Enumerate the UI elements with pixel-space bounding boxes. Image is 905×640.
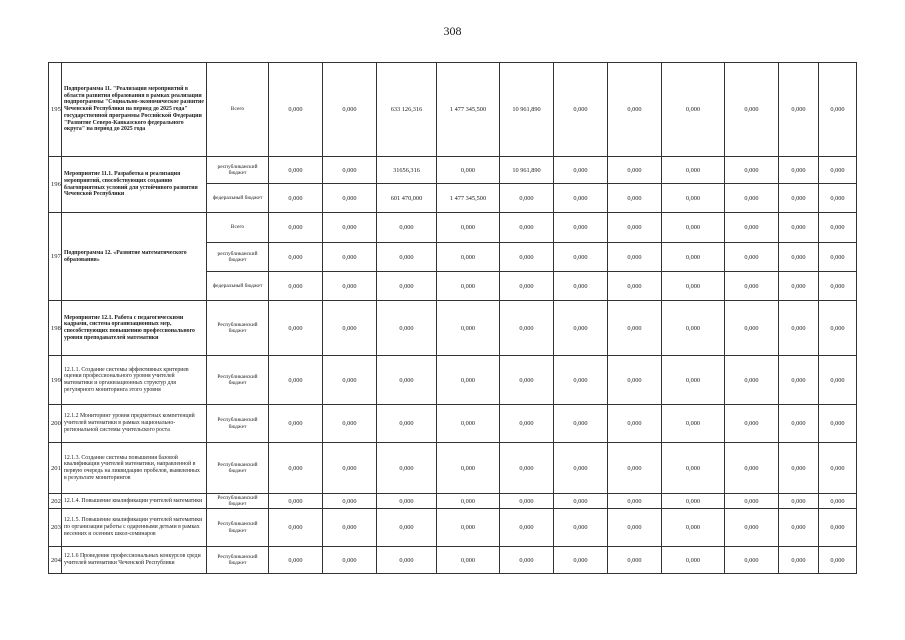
amount-cell: 0,000 <box>269 443 323 494</box>
amount-cell: 0,000 <box>725 63 779 157</box>
amount-cell: 0,000 <box>437 443 500 494</box>
amount-cell: 0,000 <box>377 405 437 443</box>
table-row <box>49 405 857 443</box>
amount-cell: 0,000 <box>500 184 554 213</box>
amount-cell: 0,000 <box>323 243 377 272</box>
amount-cell: 0,000 <box>662 63 725 157</box>
amount-cell: 0,000 <box>437 213 500 243</box>
amount-cell: 0,000 <box>554 63 608 157</box>
amount-cell: 0,000 <box>437 272 500 301</box>
row-number: 198 <box>49 301 62 356</box>
amount-cell: 0,000 <box>323 213 377 243</box>
amount-cell: 0,000 <box>437 157 500 184</box>
amount-cell: 0,000 <box>500 405 554 443</box>
row-number: 204 <box>49 547 62 574</box>
funding-source: федеральный бюджет <box>207 272 269 301</box>
amount-cell: 0,000 <box>608 443 662 494</box>
amount-cell: 0,000 <box>662 443 725 494</box>
amount-cell: 0,000 <box>662 213 725 243</box>
amount-cell: 0,000 <box>819 547 857 574</box>
activity-name: 12.1.6 Проведение профессиональных конкурсов среди учителей математики Чеченской Республики <box>62 547 207 574</box>
amount-cell: 0,000 <box>779 213 819 243</box>
table-row <box>49 301 857 356</box>
amount-cell: 0,000 <box>269 494 323 509</box>
amount-cell: 0,000 <box>608 272 662 301</box>
amount-cell: 0,000 <box>554 184 608 213</box>
activity-name: Мероприятие 11.1. Разработка и реализация мероприятий, способствующих созданию благоприятных условий для устойчивого развития Чеченской Республики <box>62 157 207 213</box>
amount-cell: 0,000 <box>779 509 819 547</box>
amount-cell: 0,000 <box>269 157 323 184</box>
amount-cell: 0,000 <box>323 272 377 301</box>
row-number: 200 <box>49 405 62 443</box>
amount-cell: 0,000 <box>377 547 437 574</box>
row-number: 199 <box>49 356 62 405</box>
amount-cell: 0,000 <box>725 157 779 184</box>
amount-cell: 0,000 <box>500 547 554 574</box>
amount-cell: 0,000 <box>779 184 819 213</box>
amount-cell: 0,000 <box>608 405 662 443</box>
amount-cell: 0,000 <box>662 184 725 213</box>
amount-cell: 0,000 <box>323 405 377 443</box>
amount-cell: 0,000 <box>554 301 608 356</box>
amount-cell: 0,000 <box>269 63 323 157</box>
amount-cell: 0,000 <box>554 405 608 443</box>
amount-cell: 0,000 <box>608 213 662 243</box>
funding-source: Республиканский бюджет <box>207 405 269 443</box>
table-row <box>49 509 857 547</box>
amount-cell: 0,000 <box>608 547 662 574</box>
funding-source: федеральный бюджет <box>207 184 269 213</box>
amount-cell: 0,000 <box>608 63 662 157</box>
amount-cell: 0,000 <box>437 509 500 547</box>
amount-cell: 1 477 345,500 <box>437 63 500 157</box>
amount-cell: 0,000 <box>437 547 500 574</box>
amount-cell: 0,000 <box>269 272 323 301</box>
amount-cell: 0,000 <box>725 547 779 574</box>
table-row <box>49 63 857 157</box>
amount-cell: 0,000 <box>725 405 779 443</box>
amount-cell: 0,000 <box>437 405 500 443</box>
amount-cell: 0,000 <box>779 356 819 405</box>
table-row <box>49 157 857 184</box>
amount-cell: 0,000 <box>779 301 819 356</box>
amount-cell: 0,000 <box>662 494 725 509</box>
amount-cell: 0,000 <box>779 494 819 509</box>
amount-cell: 0,000 <box>819 443 857 494</box>
amount-cell: 0,000 <box>377 443 437 494</box>
funding-source: Республиканский бюджет <box>207 356 269 405</box>
amount-cell: 0,000 <box>554 213 608 243</box>
amount-cell: 0,000 <box>437 494 500 509</box>
amount-cell: 0,000 <box>819 494 857 509</box>
amount-cell: 0,000 <box>662 405 725 443</box>
amount-cell: 0,000 <box>377 213 437 243</box>
funding-source: Республиканский бюджет <box>207 509 269 547</box>
amount-cell: 0,000 <box>554 157 608 184</box>
amount-cell: 0,000 <box>323 184 377 213</box>
amount-cell: 0,000 <box>608 301 662 356</box>
funding-source: республиканский бюджет <box>207 243 269 272</box>
amount-cell: 0,000 <box>500 356 554 405</box>
amount-cell: 0,000 <box>662 301 725 356</box>
amount-cell: 0,000 <box>725 272 779 301</box>
funding-source: Республиканский бюджет <box>207 301 269 356</box>
activity-name: Подпрограмма 12. «Развитие математического образования» <box>62 213 207 301</box>
table-row <box>49 494 857 509</box>
table-row <box>49 213 857 243</box>
amount-cell: 0,000 <box>662 356 725 405</box>
amount-cell: 0,000 <box>377 243 437 272</box>
amount-cell: 0,000 <box>269 356 323 405</box>
amount-cell: 0,000 <box>819 243 857 272</box>
amount-cell: 0,000 <box>554 243 608 272</box>
amount-cell: 0,000 <box>554 509 608 547</box>
amount-cell: 0,000 <box>608 356 662 405</box>
amount-cell: 0,000 <box>323 443 377 494</box>
amount-cell: 0,000 <box>377 494 437 509</box>
row-number: 202 <box>49 494 62 509</box>
amount-cell: 0,000 <box>662 157 725 184</box>
amount-cell: 0,000 <box>779 272 819 301</box>
amount-cell: 0,000 <box>725 509 779 547</box>
amount-cell: 0,000 <box>437 301 500 356</box>
amount-cell: 0,000 <box>662 509 725 547</box>
amount-cell: 0,000 <box>500 509 554 547</box>
amount-cell: 0,000 <box>500 243 554 272</box>
amount-cell: 0,000 <box>662 272 725 301</box>
amount-cell: 0,000 <box>323 356 377 405</box>
amount-cell: 0,000 <box>269 213 323 243</box>
amount-cell: 31656,316 <box>377 157 437 184</box>
amount-cell: 0,000 <box>554 547 608 574</box>
amount-cell: 10 961,890 <box>500 63 554 157</box>
amount-cell: 0,000 <box>377 272 437 301</box>
amount-cell: 0,000 <box>269 547 323 574</box>
amount-cell: 0,000 <box>819 63 857 157</box>
amount-cell: 0,000 <box>662 243 725 272</box>
funding-source: Всего <box>207 213 269 243</box>
row-number: 197 <box>49 213 62 301</box>
amount-cell: 0,000 <box>554 443 608 494</box>
amount-cell: 0,000 <box>779 405 819 443</box>
amount-cell: 0,000 <box>608 243 662 272</box>
amount-cell: 0,000 <box>554 272 608 301</box>
row-number: 195 <box>49 63 62 157</box>
amount-cell: 0,000 <box>269 301 323 356</box>
amount-cell: 0,000 <box>725 356 779 405</box>
table-row <box>49 443 857 494</box>
amount-cell: 0,000 <box>725 213 779 243</box>
funding-source: Республиканский бюджет <box>207 547 269 574</box>
activity-name: 12.1.4. Повышение квалификации учителей математики <box>62 494 207 509</box>
amount-cell: 0,000 <box>500 494 554 509</box>
amount-cell: 0,000 <box>819 301 857 356</box>
funding-source: республиканский бюджет <box>207 157 269 184</box>
amount-cell: 0,000 <box>779 547 819 574</box>
activity-name: Подпрограмма 11. "Реализация мероприятий в области развития образования в рамках реализации подпрограммы "Социально-экономическое развитие Чеченской Республики на период до 2025 года" государственной программы Российской Федерации "Развитие Северо-Кавказского федерального округа" на период до 2025 года <box>62 63 207 157</box>
budget-table <box>48 62 857 574</box>
amount-cell: 0,000 <box>819 405 857 443</box>
amount-cell: 0,000 <box>269 184 323 213</box>
amount-cell: 0,000 <box>608 494 662 509</box>
funding-source: Республиканский бюджет <box>207 494 269 509</box>
amount-cell: 0,000 <box>608 157 662 184</box>
amount-cell: 0,000 <box>377 509 437 547</box>
amount-cell: 601 470,000 <box>377 184 437 213</box>
amount-cell: 10 961,890 <box>500 157 554 184</box>
amount-cell: 0,000 <box>437 356 500 405</box>
activity-name: 12.1.3. Создание системы повышения базовой квалификации учителей математики, направленной в первую очередь на ликвидацию пробелов, выявленных в результате мониторингов <box>62 443 207 494</box>
activity-name: Мероприятие 12.1. Работа с педагогическими кадрами, система организационных мер, способствующих повышению профессионального уровня преподавателей математики <box>62 301 207 356</box>
amount-cell: 0,000 <box>500 272 554 301</box>
amount-cell: 0,000 <box>323 157 377 184</box>
amount-cell: 1 477 345,500 <box>437 184 500 213</box>
amount-cell: 0,000 <box>819 184 857 213</box>
amount-cell: 0,000 <box>269 509 323 547</box>
amount-cell: 0,000 <box>819 356 857 405</box>
table-row <box>49 356 857 405</box>
amount-cell: 0,000 <box>819 272 857 301</box>
amount-cell: 0,000 <box>819 213 857 243</box>
amount-cell: 0,000 <box>779 443 819 494</box>
amount-cell: 0,000 <box>608 184 662 213</box>
amount-cell: 0,000 <box>377 356 437 405</box>
amount-cell: 633 126,316 <box>377 63 437 157</box>
funding-source: Всего <box>207 63 269 157</box>
amount-cell: 0,000 <box>323 547 377 574</box>
funding-source: Республиканский бюджет <box>207 443 269 494</box>
row-number: 196 <box>49 157 62 213</box>
amount-cell: 0,000 <box>608 509 662 547</box>
amount-cell: 0,000 <box>500 443 554 494</box>
activity-name: 12.1.2 Мониторинг уровня предметных компетенций учителей математики в рамках национально-региональной системы учительского роста <box>62 405 207 443</box>
amount-cell: 0,000 <box>269 243 323 272</box>
amount-cell: 0,000 <box>779 243 819 272</box>
row-number: 201 <box>49 443 62 494</box>
amount-cell: 0,000 <box>323 509 377 547</box>
amount-cell: 0,000 <box>500 301 554 356</box>
amount-cell: 0,000 <box>725 184 779 213</box>
amount-cell: 0,000 <box>500 213 554 243</box>
amount-cell: 0,000 <box>725 494 779 509</box>
amount-cell: 0,000 <box>269 405 323 443</box>
amount-cell: 0,000 <box>725 301 779 356</box>
row-number: 203 <box>49 509 62 547</box>
activity-name: 12.1.5. Повышение квалификации учителей математики по организации работы с одаренными детьми в рамках весенних и осенних школ-семинаров <box>62 509 207 547</box>
amount-cell: 0,000 <box>725 243 779 272</box>
amount-cell: 0,000 <box>779 63 819 157</box>
amount-cell: 0,000 <box>779 157 819 184</box>
table-row <box>49 547 857 574</box>
amount-cell: 0,000 <box>819 509 857 547</box>
amount-cell: 0,000 <box>437 243 500 272</box>
amount-cell: 0,000 <box>725 443 779 494</box>
amount-cell: 0,000 <box>323 63 377 157</box>
amount-cell: 0,000 <box>377 301 437 356</box>
amount-cell: 0,000 <box>323 494 377 509</box>
activity-name: 12.1.1. Создание системы эффективных критериев оценки профессионального уровня учителей математики и организационных структур для регулярного мониторинга этого уровня <box>62 356 207 405</box>
amount-cell: 0,000 <box>554 356 608 405</box>
amount-cell: 0,000 <box>662 547 725 574</box>
page-number: 308 <box>443 24 462 38</box>
amount-cell: 0,000 <box>819 157 857 184</box>
amount-cell: 0,000 <box>323 301 377 356</box>
amount-cell: 0,000 <box>554 494 608 509</box>
